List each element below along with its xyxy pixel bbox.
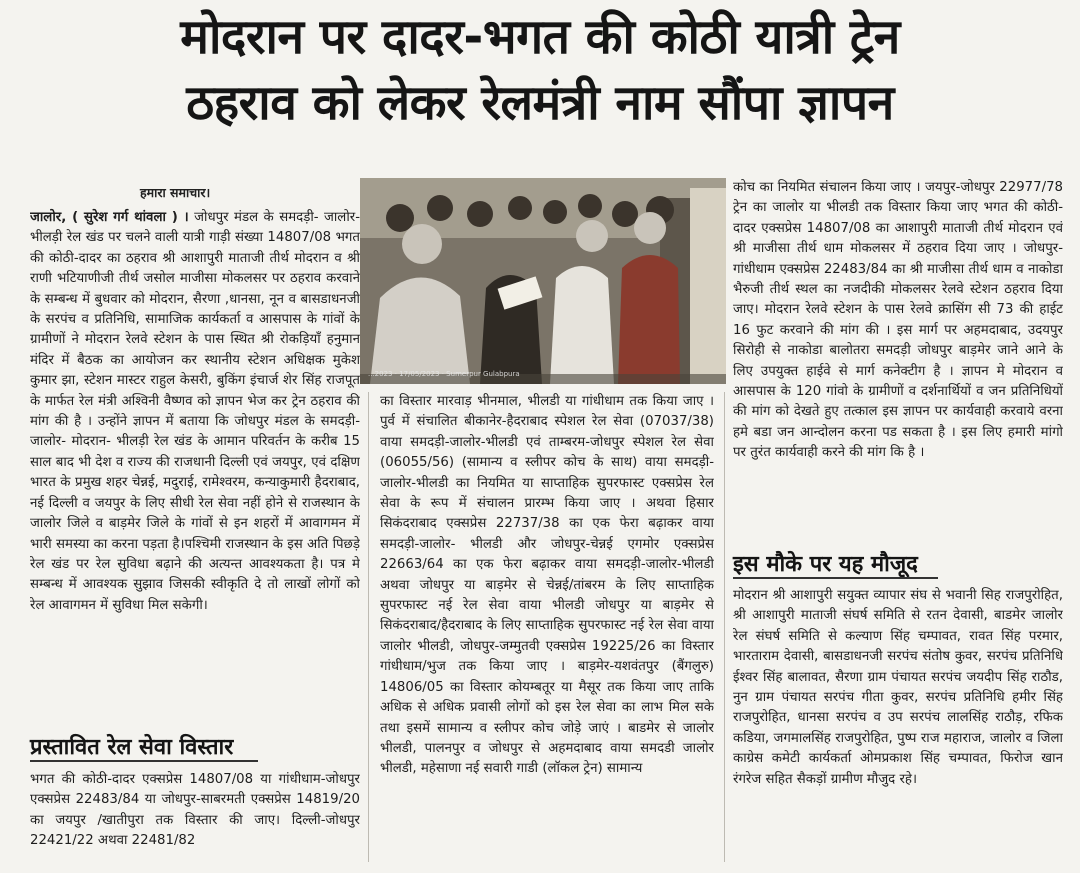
- column-3-text: कोच का नियमित संचालन किया जाए । जयपुर-जोधपुर 22977/78 ट्रेन का जालोर या भीलडी तक विस्तार किया जाए भगत की कोठी-दादर एक्सप्रेस 14807/08 का आशापुरी माताजी तीर्थ मोदरान एवं श्री माजीसा तीर्थ धाम मोकलसर में ठहराव दिया जाए । जोधपुर-गांधीधाम एक्सप्रेस 22483/84 का श्री माजीसा तीर्थ धाम व नाकोडा भैरुजी तीर्थ स्थल का नजदीकी मोकलसर रेलवे स्टेशन ठहराव दिया जाए। मोदरान रेलवे स्टेशन के पास रेलवे क्रासिंग सी 73 की हाईट 16 फुट करवाने की मांग की । इस मार्ग पर अहमदाबाद, उदयपुर सिरोही से नाकोडा बालोतरा समदड़ी जोधपुर बाड़मेर जाने आने के लिए उपयुक्त हाईवे से मार्ग कनेक्टीग है । ज्ञापन मे मोदरान व आसपास के 120 गांवो के ग्रामीणों व दर्शनार्थियों व जन प्रतिनिधियों की मांग को देखते हुए तत्काल इस ज्ञापन पर कार्यवाही करवाये वरना हमे बडा जन आन्दोलन करना पड सकता है । इस लिए हमारी मांगो पर तुरंत कार्यवाही करने की मांग कि है ।: [733, 180, 1063, 461]
- byline: हमारा समाचार।: [140, 185, 211, 200]
- subheading-underline: [30, 760, 258, 762]
- news-photo: [360, 178, 726, 384]
- article-column-1: [30, 208, 360, 718]
- headline-line-2: ठहराव को लेकर रेलमंत्री नाम सौंपा ज्ञापन: [186, 75, 894, 131]
- subheading-present: इस मौके पर यह मौजूद: [733, 552, 918, 577]
- column-divider-2: [724, 392, 725, 862]
- group-photo-icon: [360, 178, 726, 384]
- photo-caption: ...2023 · 17/05/2023 · Sumerpur Gulabpura: [368, 370, 520, 378]
- article-column-1-continued: [30, 770, 360, 862]
- column-1-text: जोधपुर मंडल के समदड़ी- जालोर- भीलड़ी रेल खंड पर चलने वाली यात्री गाड़ी संख्या 14807/08 भगत की कोठी-दादर का ठहराव श्री आशापुरी माताजी तीर्थ मोदरान व श्री राणी भटियाणीजी तीर्थ जसोल माजीसा मोकलसर पर ठहराव करवाने के सम्बन्ध में बुधवार को मोदरान, सैरणा ,धानसा, नून व बासडाधनजी के सरपंच व प्रतिनिधि, सामाजिक कार्यकर्ता व आसपास के गांवों के ग्रामीणों ने मोदरान रेलवे स्टेशन के पास स्थित श्री रोकड़ियाँ हनुमान मंदिर में बैठक का आयोजन कर स्थानीय स्टेशन अधिक्षक मुकेश कुमार झा, स्टेशन मास्टर राहुल केसरी, बुकिंग इंचार्ज शेर सिंह राजपूत के मार्फत रेल मंत्री अश्विनी वैष्णव को ज्ञापन भेज कर ट्रेन ठहराव की मांग की है । उन्होंने ज्ञापन में बताया कि जोधपुर मंडल के समदड़ी- जालोर- मोदरान- भीलड़ी रेल खंड के आमान परिवर्तन के करीब 15 साल बाद भी देश व राज्य की राजधानी दिल्ली एवं जयपुर, एवं दक्षिण भारत के प्रमुख शहर चेन्नई, मदुराई, रामेश्वरम, कन्याकुमारी हैदराबाद, नई दिल्ली व जयपुर के लिए सीधी रेल सेवा नहीं होने से राजस्थान के जालोर जिले व बाड़मेर जिले के गांवों से इन शहरों में आवागमन में भारी समस्या का करना पड़ता है।पश्चिमी राजस्थान के इस अति पिछड़े रेल खंड पर रेल सुविधा बढ़ाने की अत्यन्त आवश्यकता है। पत्र मे सम्बन्ध में आवश्यक सुझाव जिसकी स्वीकृति दे तो लाखों लोगों को रेल आवागमन में सुविधा मिल सकेगी।: [30, 210, 360, 613]
- article-column-2: [380, 392, 714, 862]
- headline: [14, 4, 1066, 136]
- subheading-underline-2: [733, 577, 938, 579]
- column-2-text: का विस्तार मारवाड़ भीनमाल, भीलडी या गांधीधाम तक किया जाए । पुर्व में संचालित बीकानेर-हैदराबाद स्पेशल रेल सेवा (07037/38) वाया समदड़ी-जालोर-भीलडी एवं ताम्बरम-जोधपुर स्पेशल रेल सेवा (06055/56) (सामान्य व स्लीपर कोच के साथ) वाया समदड़ी-जालोर-भीलडी का नियमित या साप्ताहिक सुपरफास्ट एक्सप्रेस रेल सेवा के रूप में संचालन प्रारम्भ किया जाए । अथवा हिसार सिकंदराबाद एक्सप्रेस 22737/38 का एक फेरा बढ़ाकर वाया समदड़ी-जालोर- भीलडी और जोधपुर-चेन्नई एगमोर एक्सप्रेस 22663/64 का एक फेरा बढ़ाकर वाया समदड़ी-जालोर-भीलडी अथवा जोधपुर या बाड़मेर से चेन्नई/तांबरम के लिए साप्ताहिक सुपरफास्ट नई रेल सेवा वाया भीलडी जोधपुर या बाड़मेर से सिकंदराबाद/हैदराबाद के लिए साप्ताहिक सुपरफास्ट नई रेल सेवा वाया जालोर भीलडी, जोधपुर-जम्मुतवी एक्सप्रेस 19225/26 का विस्तार गांधीधाम/भुज तक किया जाए । बाड़मेर-यशवंतपुर (बैंगलुरु) 14806/05 का विस्तार कोयम्बतूर या मैसूर तक किया जाए ताकि अधिक से अधिक प्रवासी लोगों को इस रेल सेवा का लाभ मिल सके तथा इसमें सामान्य व स्लीपर कोच जोड़े जाएं । बाडमेर से जालोर भीलडी, पालनपुर व जोधपुर से अहमदाबाद वाया समदडी जालोर भीलडी, महेसाणा नई सवारी गाडी (लॉकल ट्रेन) सामान्य: [380, 394, 714, 777]
- dateline: जालोर, ( सुरेश गर्ग थांवला ) ।: [30, 210, 189, 225]
- article-column-3-continued: [733, 586, 1063, 846]
- column-divider-1: [368, 392, 369, 862]
- column-1b-text: भगत की कोठी-दादर एक्सप्रेस 14807/08 या गांधीधाम-जोधपुर एक्सप्रेस 22483/84 या जोधपुर-साबरमती एक्सप्रेस 14819/20 का जयपुर /खातीपुरा तक विस्तार की जाए। दिल्ली-जोधपुर 22421/22 अथवा 22481/82: [30, 772, 360, 849]
- headline-line-1: मोदरान पर दादर-भगत की कोठी यात्री ट्रेन: [180, 9, 900, 65]
- article-column-3: [733, 178, 1063, 536]
- subheading-proposed-services: प्रस्तावित रेल सेवा विस्तार: [30, 735, 234, 760]
- column-3b-text: मोदरान श्री आशापुरी सयुक्त व्यापार संघ से भवानी सिह राजपुरोहित, श्री आशापुरी माताजी संघर्ष समिति से रतन देवासी, बाडमेर जालोर रेल संघर्ष समिति से कल्याण सिंह चम्पावत, रावत सिंह परमार, भारताराम देवासी, बासडाधनजी सरपंच संतोष कुवर, सरपंच प्रतिनिधि ईश्वर सिंह बालावत, सैरणा ग्राम पंचायत सरपंच जयदीप सिंह राठौड, नुन ग्राम पंचायत सरपंच गीता कुवर, सरपंच प्रतिनिधि हमीर सिंह राजपुरोहित, धानसा सरपंच व उप सरपंच लालसिंह राठौड़, रफिक कडिया, जगमालसिंह राजपुरोहित, पुष्प राज महाराज, जालोर व जिला काग्रेस कमेटी कार्यकर्ता ओमप्रकाश सिंह चम्पावत, फिरोज खान रंगरेज सहित सैकड़ों ग्रामीण मौजुद रहे।: [733, 588, 1063, 787]
